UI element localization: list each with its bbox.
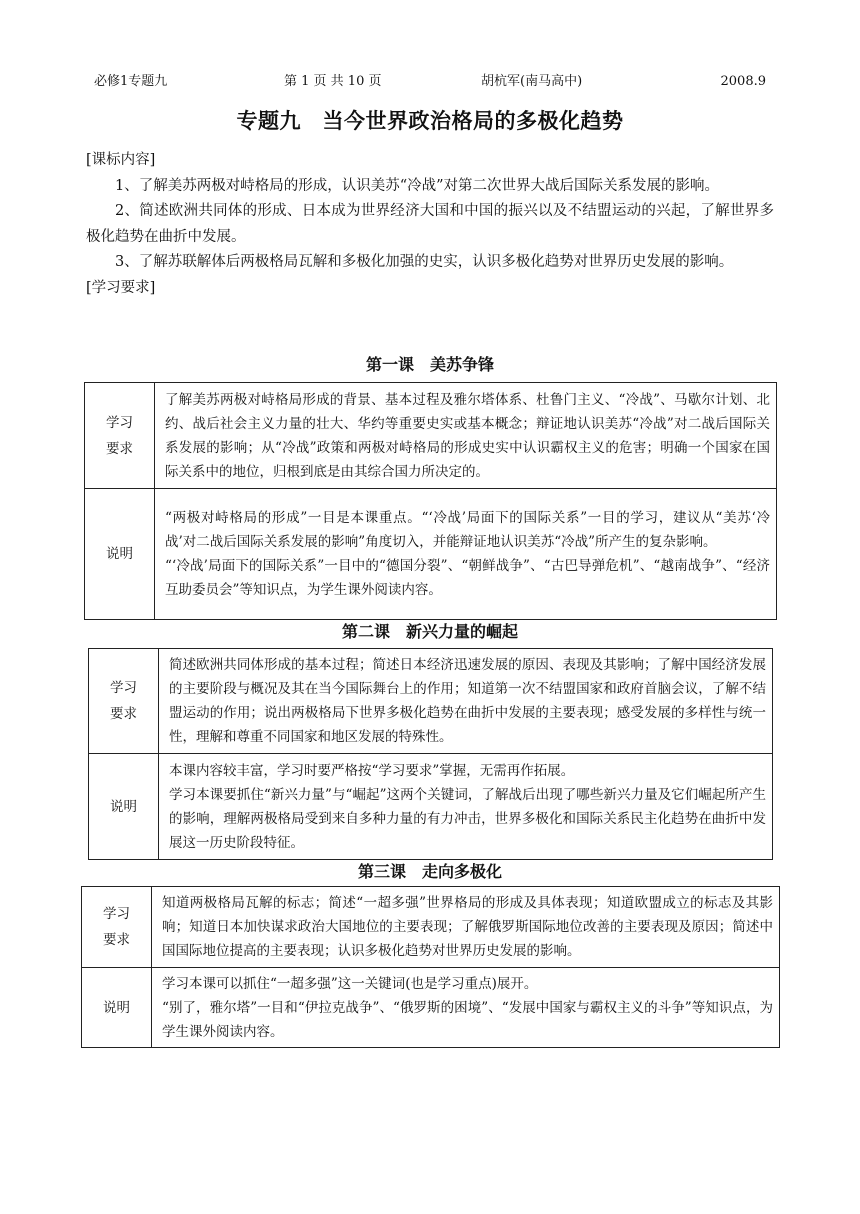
requirement-label: 学习 要求	[89, 649, 159, 754]
standard-item: 3、了解苏联解体后两极格局瓦解和多极化加强的史实，认识多极化趋势对世界历史发展的影响。	[115, 254, 734, 270]
header-course: 必修1专题九	[94, 74, 168, 89]
requirement-label	[85, 383, 155, 489]
note-text	[155, 489, 777, 620]
note-line: “‘冷战’局面下的国际关系”一目中的“德国分裂”、“朝鲜战争”、“古巴导弹危机”、“越南战争”、“经济互助委员会”等知识点，为学生课外阅读内容。	[165, 558, 770, 598]
standard-item: 1、了解美苏两极对峙格局的形成，认识美苏“冷战”对第二次世界大战后国际关系发展的影响。	[115, 177, 720, 194]
requirement-row	[89, 649, 773, 754]
requirement-text: 知道两极格局瓦解的标志；简述“一超多强”世界格局的形成及具体表现；知道欧盟成立的标志及其影响；知道日本加快谋求政治大国地位的主要表现；了解俄罗斯国际地位改善的主要表现及原因；简述中国国际地位提高的主要表现；认识多极化趋势对世界历史发展的影响。	[152, 887, 780, 968]
standards-heading: [课标内容]	[86, 152, 156, 168]
note-text	[159, 754, 773, 860]
note-line: “别了，雅尔塔”一目和“伊拉克战争”、“俄罗斯的困境”、“发展中国家与霸权主义的斗争”等知识点，为学生课外阅读内容。	[162, 999, 773, 1040]
note-label: 说明	[85, 489, 155, 620]
requirement-row	[85, 383, 777, 489]
lesson-3-table	[81, 886, 780, 1048]
page-header	[94, 72, 766, 92]
header-page-number: 第 1 页 共 10 页	[284, 74, 382, 89]
note-row	[82, 968, 780, 1048]
note-line: 本课内容较丰富，学习时要严格按“学习要求”掌握，无需再作拓展。	[169, 762, 575, 779]
document-title: 专题九 当今世界政治格局的多极化趋势	[236, 109, 624, 133]
intro-section	[86, 148, 774, 301]
lesson-3-title: 第三课 走向多极化	[357, 862, 502, 881]
note-text	[152, 968, 780, 1048]
lesson-2-table	[88, 648, 773, 860]
requirement-row	[82, 887, 780, 968]
note-row	[85, 489, 777, 620]
note-label: 说明	[82, 968, 152, 1048]
header-date: 2008.9	[720, 74, 766, 89]
standard-item: 2、简述欧洲共同体的形成、日本成为世界经济大国和中国的振兴以及不结盟运动的兴起，了解世界多极化趋势在曲折中发展。	[86, 203, 774, 245]
note-line: 学习本课要抓住“新兴力量”与“崛起”这两个关键词，了解战后出现了哪些新兴力量及它们崛起所产生的影响，理解两极格局受到来自多种力量的有力冲击，世界多极化和国际关系民主化趋势在曲折中发展这一历史阶段特征。	[169, 786, 766, 851]
note-line: 学习本课可以抓住“一超多强”这一关键词(也是学习重点)展开。	[162, 975, 538, 992]
requirement-text: 简述欧洲共同体形成的基本过程；简述日本经济迅速发展的原因、表现及其影响；了解中国经济发展的主要阶段与概况及其在当今国际舞台上的作用；知道第一次不结盟国家和政府首脑会议，了解不结盟运动的作用；说出两极格局下世界多极化趋势在曲折中发展的主要表现；感受发展的多样性与统一性，理解和尊重不同国家和地区发展的特殊性。	[159, 649, 773, 754]
note-line: “两极对峙格局的形成”一目是本课重点。“‘冷战’局面下的国际关系”一目的学习，建议从“美苏‘冷战’对二战后国际关系发展的影响”角度切入，并能辩证地认识美苏“冷战”所产生的复杂影响。	[165, 510, 770, 550]
lesson-1-title: 第一课 美苏争锋	[365, 355, 494, 374]
note-row	[89, 754, 773, 860]
lesson-1-table	[84, 382, 777, 620]
note-label: 说明	[89, 754, 159, 860]
requirement-text: 了解美苏两极对峙格局形成的背景、基本过程及雅尔塔体系、杜鲁门主义、“冷战”、马歇尔计划、北约、战后社会主义力量的壮大、华约等重要史实或基本概念；辩证地认识美苏“冷战”对二战后国际关系发展的影响；从“冷战”政策和两极对峙格局的形成史实中认识霸权主义的危害；明确一个国家在国际关系中的地位，归根到底是由其综合国力所决定的。	[155, 383, 777, 489]
header-author: 胡杭军(南马高中)	[481, 74, 583, 89]
lesson-2-title: 第二课 新兴力量的崛起	[341, 622, 518, 641]
requirements-heading: [学习要求]	[86, 279, 156, 296]
requirement-label: 学习 要求	[82, 887, 152, 968]
requirement-label-text: 学习 要求	[106, 414, 133, 457]
